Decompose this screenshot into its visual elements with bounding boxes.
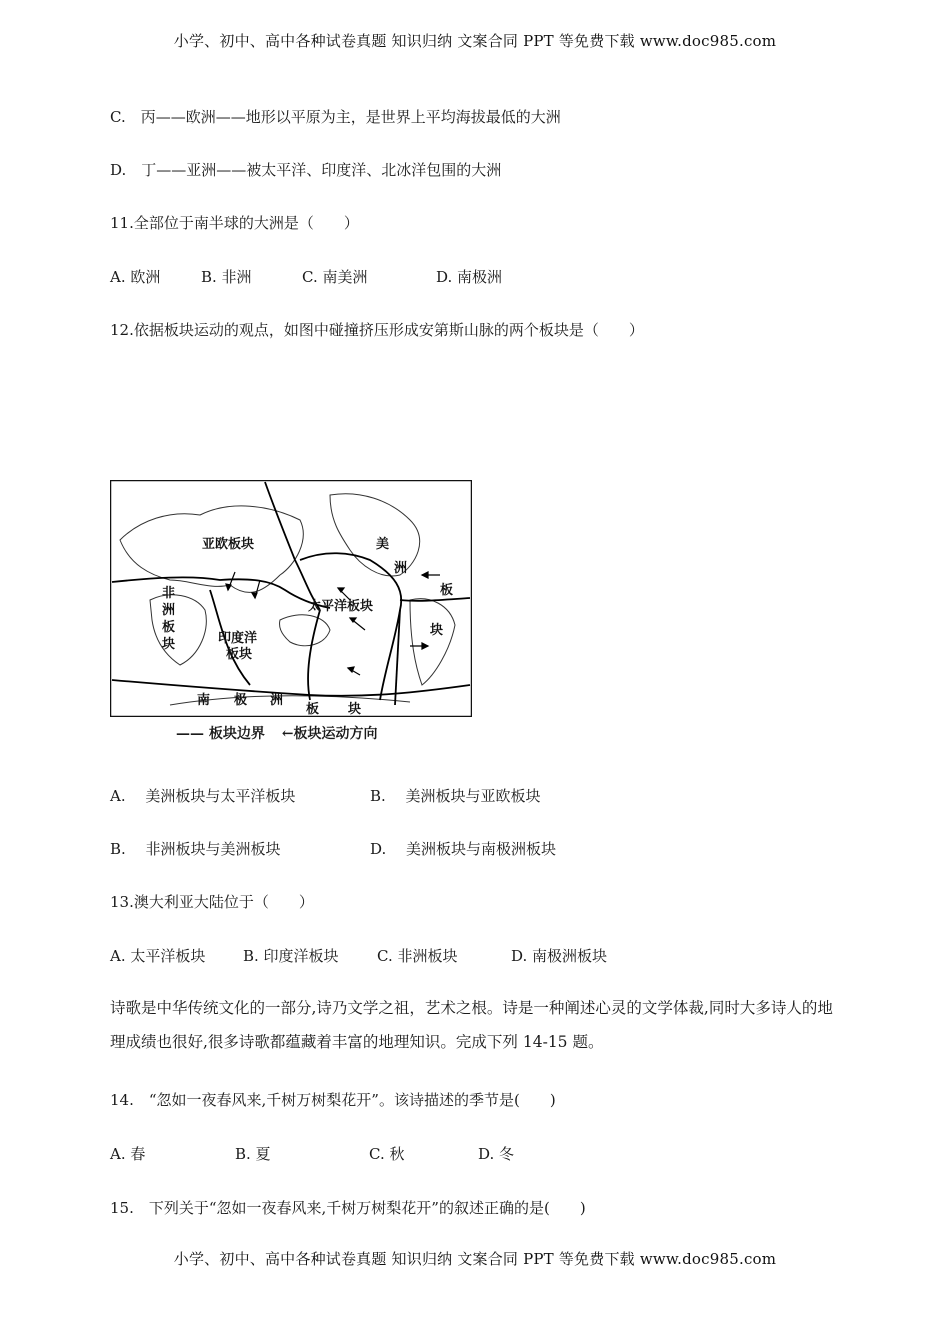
legend-direction: ←板块运动方向 [281, 726, 378, 742]
q13-option-c: C. 非洲板块 [377, 947, 458, 965]
q14-option-b: B. 夏 [235, 1145, 271, 1163]
q14-option-c: C. 秋 [369, 1145, 405, 1163]
label-america-2: 洲 [394, 561, 408, 576]
label-africa-2: 洲 [162, 603, 176, 618]
q12-stem: 12.依据板块运动的观点，如图中碰撞挤压形成安第斯山脉的两个板块是（ ） [110, 321, 644, 339]
label-america-1: 美 [376, 537, 390, 552]
q11-stem: 11.全部位于南半球的大洲是（ ） [110, 214, 359, 232]
label-antarctic-3: 洲 [270, 693, 284, 708]
label-indian-1: 印度洋 [218, 631, 258, 646]
legend-boundary: —— 板块边界 [176, 726, 265, 742]
label-antarctic-1: 南 [197, 693, 211, 708]
label-africa-1: 非 [162, 586, 176, 601]
q11-option-c: C. 南美洲 [302, 268, 368, 286]
map-legend [176, 723, 377, 743]
label-africa-4: 块 [162, 637, 176, 652]
q10-option-c: C. 丙——欧洲——地形以平原为主，是世界上平均海拔最低的大洲 [110, 108, 561, 126]
q11-option-b: B. 非洲 [201, 268, 252, 286]
label-america-3: 板 [440, 583, 454, 598]
page-header: 小学、初中、高中各种试卷真题 知识归纳 文案合同 PPT 等免费下载 www.doc985.com [173, 32, 777, 50]
q12-option-a: A. 美洲板块与太平洋板块 [110, 787, 296, 805]
label-america-4: 块 [430, 623, 444, 638]
label-antarctic-4: 板 [306, 702, 320, 717]
q15-stem: 15. 下列关于“忽如一夜春风来,千树万树梨花开”的叙述正确的是( ) [110, 1199, 586, 1217]
label-indian-2: 板块 [226, 647, 253, 662]
label-eurasia-plate: 亚欧板块 [202, 537, 255, 552]
q13-option-a: A. 太平洋板块 [110, 947, 206, 965]
q13-stem: 13.澳大利亚大陆位于（ ） [110, 893, 314, 911]
q14-option-a: A. 春 [110, 1145, 146, 1163]
q12-option-d: D. 美洲板块与南极洲板块 [370, 840, 557, 858]
q11-option-a: A. 欧洲 [110, 268, 161, 286]
label-antarctic-5: 块 [348, 702, 362, 717]
label-africa-3: 板 [162, 620, 176, 635]
q13-option-b: B. 印度洋板块 [243, 947, 339, 965]
q11-option-d: D. 南极洲 [436, 268, 503, 286]
plate-map [110, 480, 472, 717]
q14-option-d: D. 冬 [478, 1145, 515, 1163]
q14-stem: 14. “忽如一夜春风来,千树万树梨花开”。该诗描述的季节是( ) [110, 1091, 556, 1109]
label-pacific-plate: 太平洋板块 [308, 599, 374, 614]
q10-option-d: D. 丁——亚洲——被太平洋、印度洋、北冰洋包围的大洲 [110, 161, 502, 179]
label-antarctic-2: 极 [234, 693, 248, 708]
q12-option-b: B. 美洲板块与亚欧板块 [370, 787, 541, 805]
poem-intro-paragraph: 诗歌是中华传统文化的一部分,诗乃文学之祖，艺术之根。诗是一种阐述心灵的文学体裁,同时大多诗人的地理成绩也很好,很多诗歌都蕴藏着丰富的地理知识。完成下列 14-15 题。 [110, 999, 833, 1051]
page-footer: 小学、初中、高中各种试卷真题 知识归纳 文案合同 PPT 等免费下载 www.doc985.com [173, 1250, 777, 1268]
q12-option-c: B. 非洲板块与美洲板块 [110, 840, 281, 858]
q13-option-d: D. 南极洲板块 [511, 947, 608, 965]
